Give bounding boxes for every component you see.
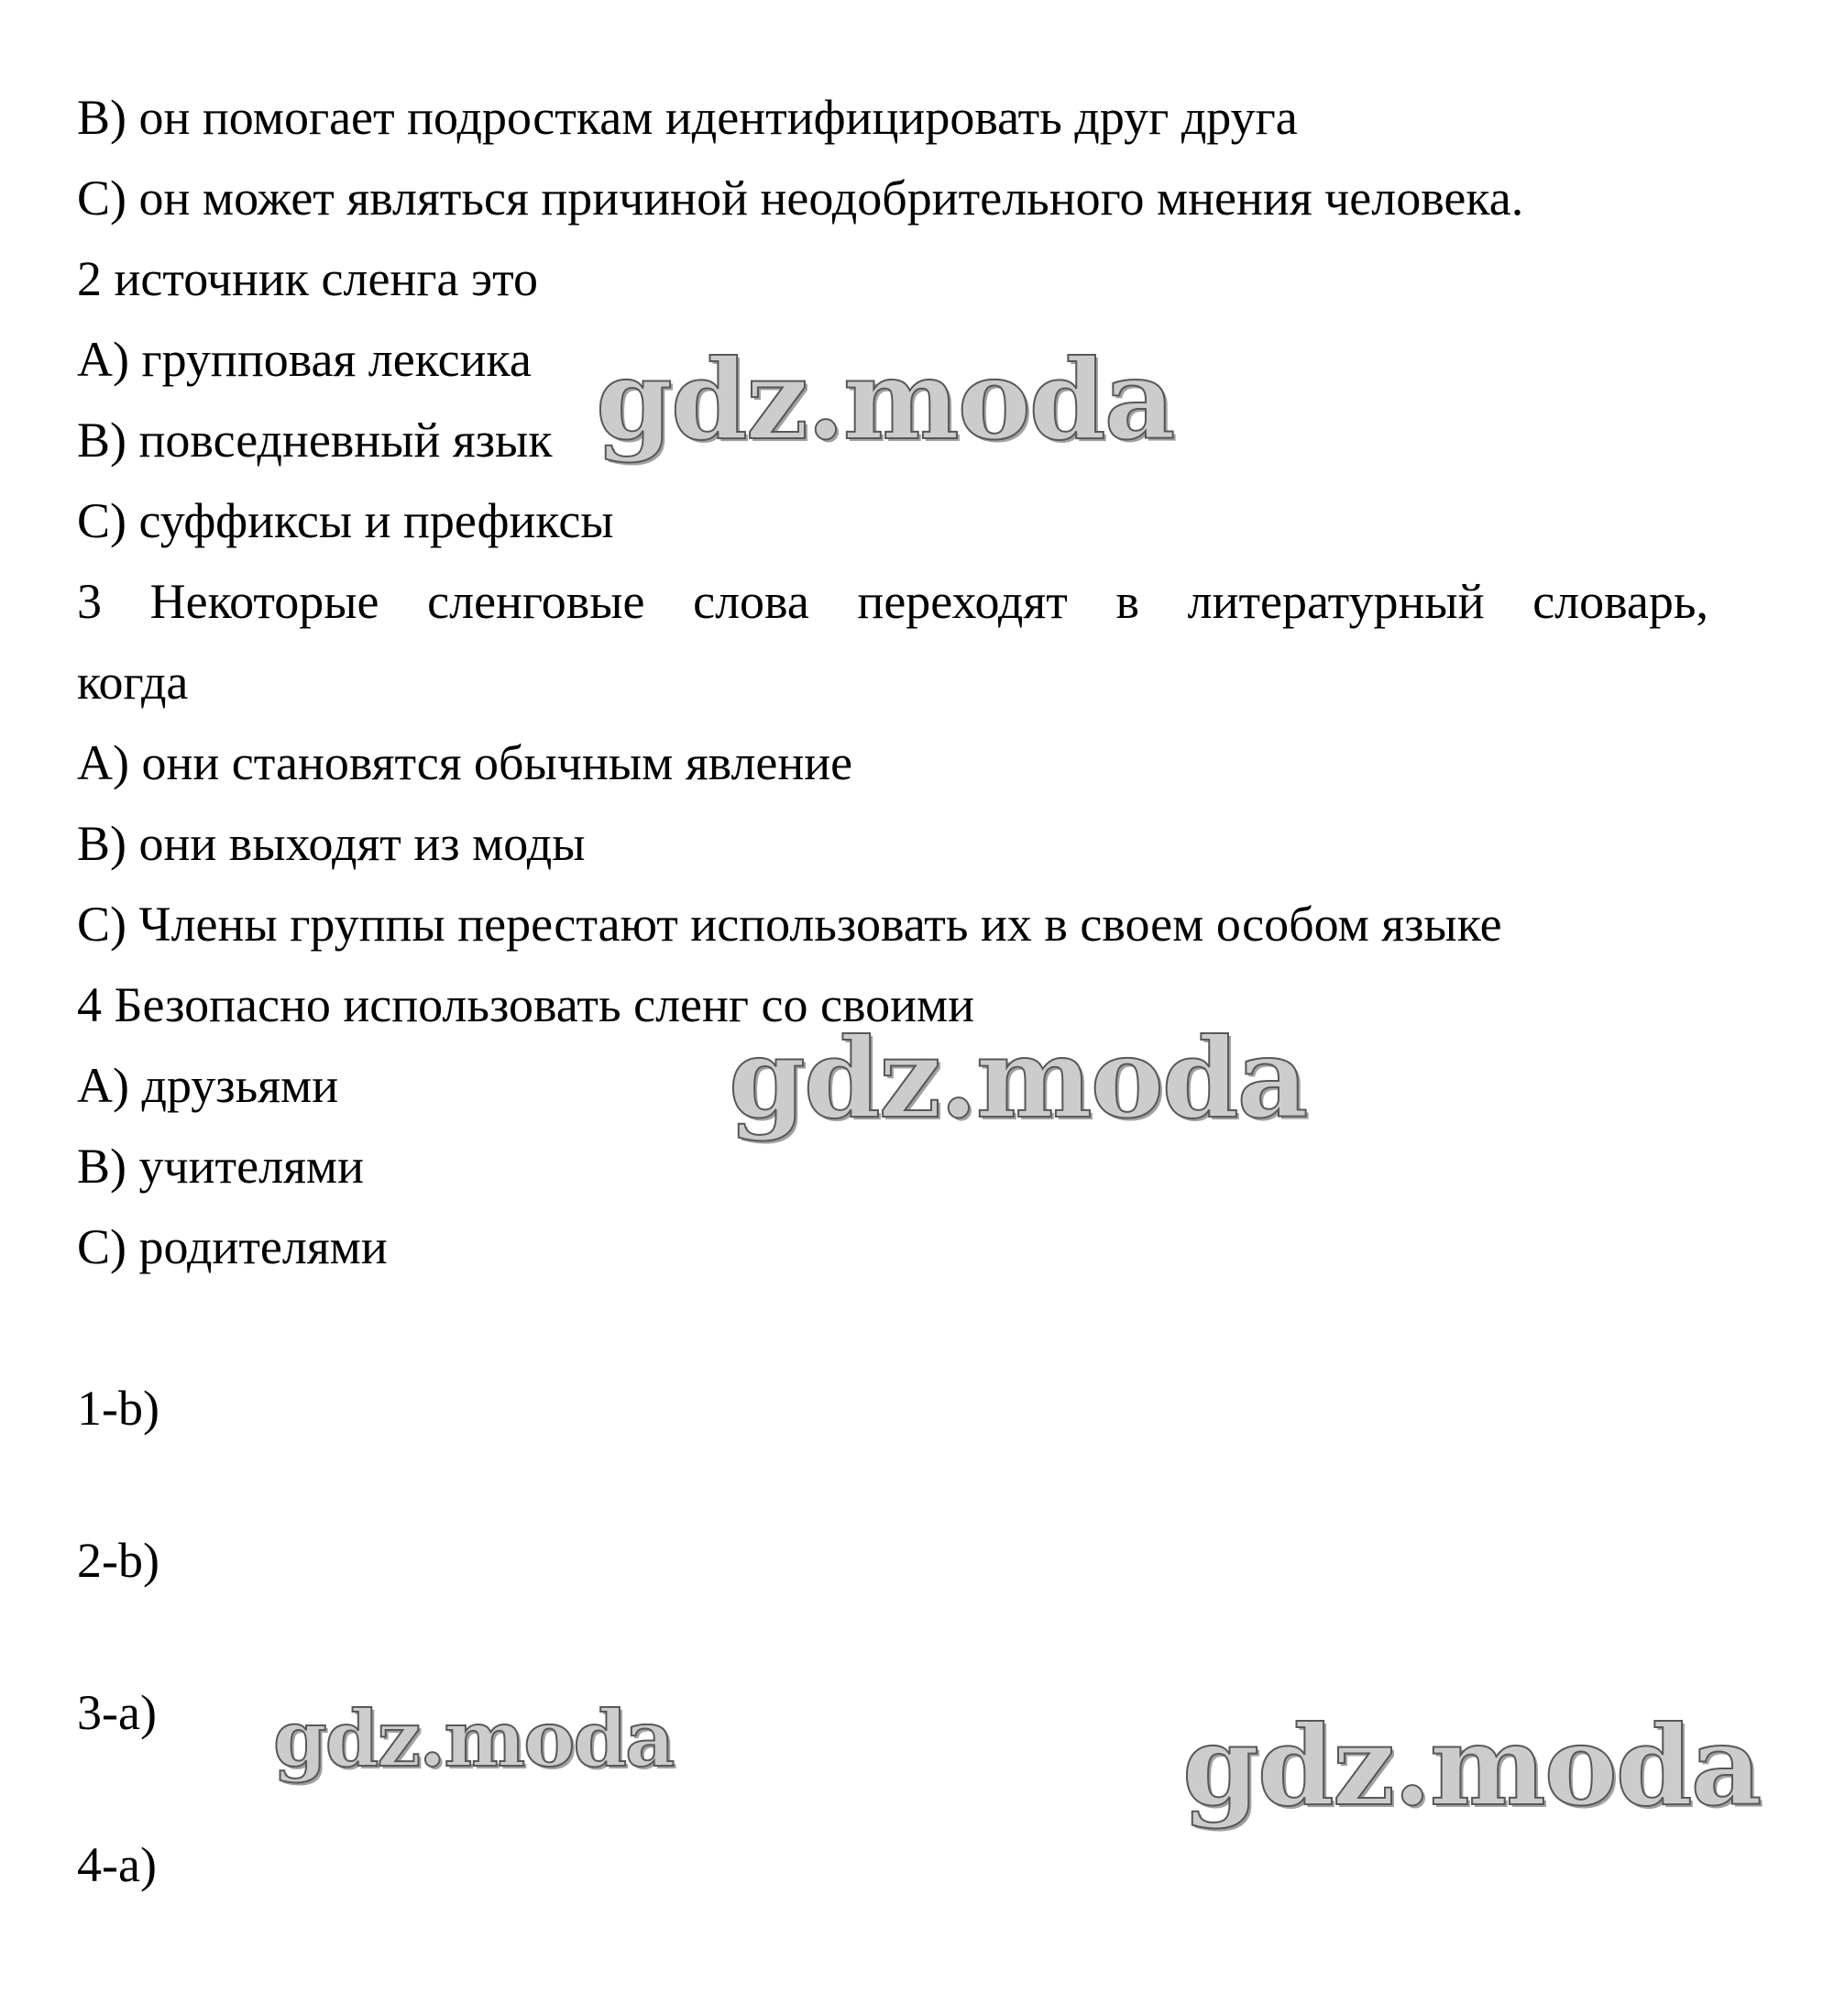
question-4: 4 Безопасно использовать сленг со своими (77, 977, 975, 1032)
q3-option-b: B) они выходят из моды (77, 816, 586, 871)
q2-option-b: B) повседневный язык (77, 413, 553, 468)
q1-option-c: C) он может являться причиной неодобрительного мнения человека. (77, 171, 1524, 226)
watermark: gdz.moda (729, 1014, 1307, 1143)
answer-3: 3-a) (77, 1685, 157, 1740)
question-3-line-1: 3 Некоторые сленговые слова переходят в литературный словарь, (77, 574, 1708, 629)
q3-option-a: A) они становятся обычным явление (77, 735, 853, 790)
q4-option-a: A) друзьями (77, 1058, 339, 1113)
q4-option-c: C) родителями (77, 1219, 388, 1274)
q3-option-c: C) Члены группы перестают использовать их в своем особом языке (77, 897, 1502, 952)
question-2: 2 источник сленга это (77, 251, 539, 306)
watermark: gdz.moda (1182, 1702, 1761, 1831)
answer-1: 1-b) (77, 1381, 159, 1436)
answer-2: 2-b) (77, 1533, 159, 1588)
q2-option-a: A) групповая лексика (77, 332, 532, 387)
q2-option-c: C) суффиксы и префиксы (77, 493, 614, 548)
q1-option-b: B) он помогает подросткам идентифицировать друг друга (77, 90, 1298, 145)
watermark: gdz.moda (596, 336, 1174, 465)
question-3-line-2: когда (77, 655, 189, 710)
answer-4: 4-a) (77, 1837, 157, 1892)
q4-option-b: B) учителями (77, 1139, 364, 1194)
watermark: gdz.moda (273, 1693, 674, 1784)
